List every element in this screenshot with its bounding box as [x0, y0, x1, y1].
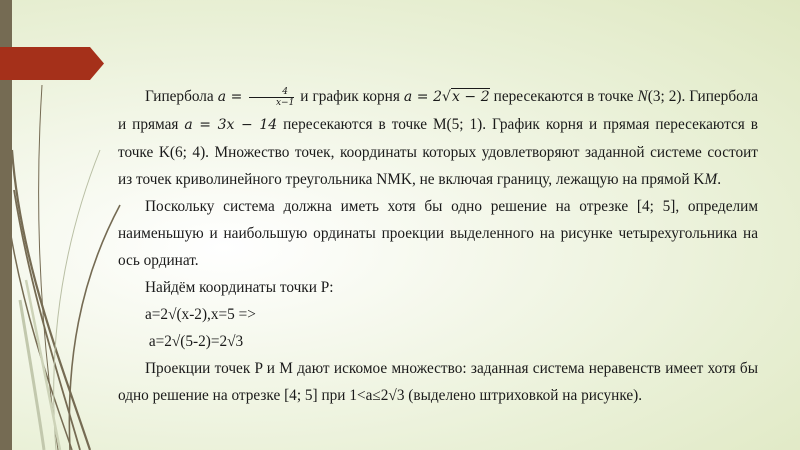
formula-line-1: a=2√(x-2),x=5 => [145, 306, 256, 323]
equation-hyperbola [217, 86, 297, 108]
paragraph-system: Поскольку система должна иметь хотя бы одно решение на отрезке [4; 5], определим наименьшую и наибольшую ординаты проекции выделенного на рисунке четырехугольника на ось ординат. [118, 198, 758, 269]
equation-line: a = 3x − 14 [184, 117, 278, 133]
text: пересекаются в точке M(5; 1). График корня и прямая пересекаются в точке K(6; 4). Множество точек, координаты которых удовлетворяют заданной системе состоит из точек криволинейного треугольника NMK, не включая границу, лежащую на прямой K [118, 116, 758, 188]
point-label: M [704, 171, 718, 188]
fraction [249, 87, 294, 108]
sqrt-icon: √ [442, 89, 451, 105]
fraction-numerator: 4 [249, 87, 294, 98]
paragraph-find-point: Найдём координаты точки P: [145, 279, 334, 296]
text: . [717, 171, 722, 188]
text: (3; 2). Гипербола и прямая [118, 88, 758, 133]
fraction-denominator: x−1 [275, 97, 295, 108]
text: и график корня [296, 88, 404, 105]
title-arrow-shape [0, 47, 104, 80]
paragraph-intersections [118, 83, 758, 193]
text: Гипербола [145, 88, 218, 105]
slide-body [118, 83, 758, 409]
text: пересекаются в точке [489, 88, 638, 105]
point-label: N [637, 88, 648, 105]
formula-line-2: a=2√(5-2)=2√3 [145, 333, 244, 350]
paragraph-conclusion: Проекции точек P и M дают искомое множество: заданная система неравенств имеет хотя бы одно решение на отрезке [4; 5] при 1<a≤2√3 (выделено штриховкой на рисунке). [118, 360, 758, 404]
eq-lhs: a = [217, 89, 247, 105]
equation-root [404, 88, 490, 105]
eq-lhs: a = 2 [403, 89, 443, 105]
sqrt-body: x − 2 [451, 89, 490, 105]
